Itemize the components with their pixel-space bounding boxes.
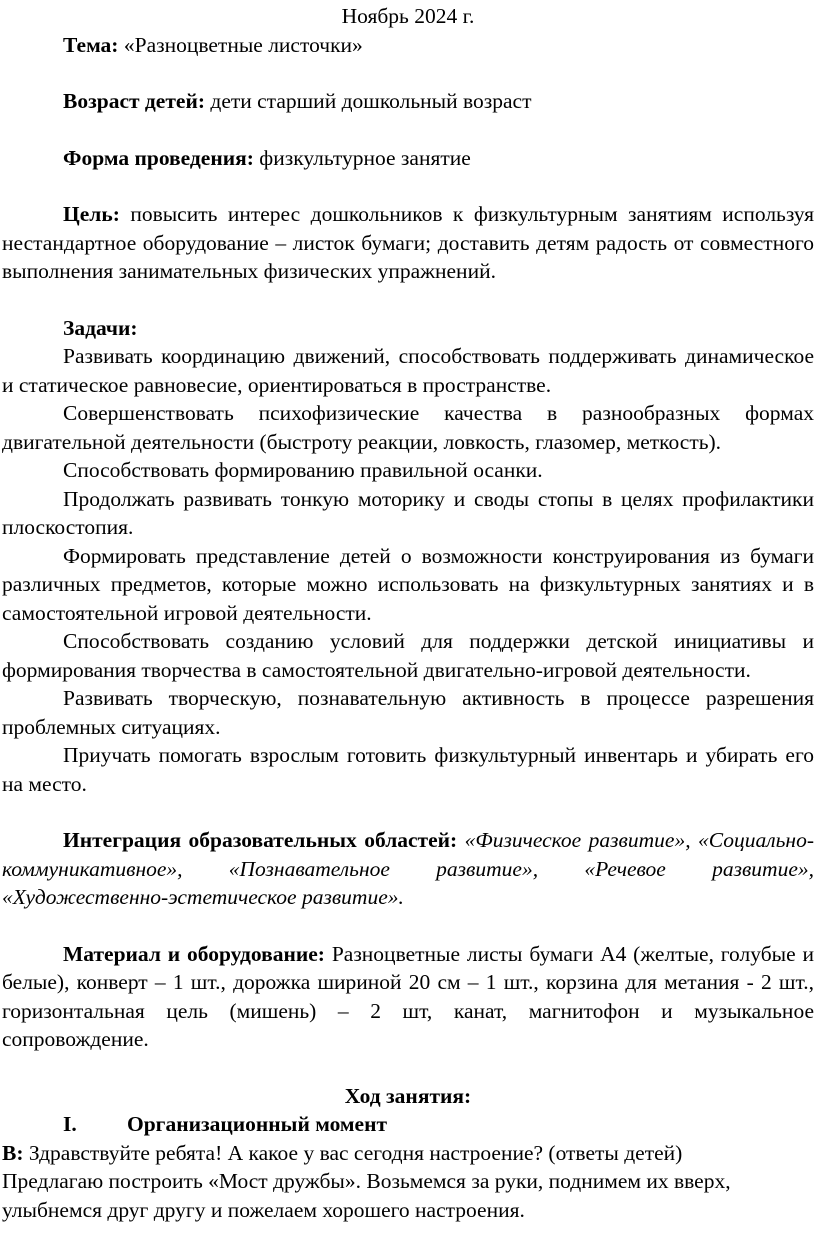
task-item: Способствовать созданию условий для поддержки детской инициативы и формирования творчества в самостоятельной двигательно-игровой деятельности.	[2, 629, 814, 682]
goal-value: повысить интерес дошкольников к физкультурным занятиям используя нестандартное оборудование – листок бумаги; доставить детям радость от совместного выполнения занимательных физических упражнений.	[2, 202, 815, 283]
speech-line-2: Предлагаю построить «Мост дружбы». Возьмемся за руки, поднимем их вверх, улыбнемся друг другу и пожелаем хорошего настроения.	[2, 1169, 731, 1222]
materials-value: Разноцветные листы бумаги А4 (желтые, голубые и белые), конверт – 1 шт., дорожка шириной 20 см – 1 шт., корзина для метания - 2 шт., горизонтальная цель (мишень) – 2 шт, канат, магнитофон и музыкальное сопровождение.	[2, 941, 814, 1051]
speech-line-1	[2, 1139, 814, 1168]
topic-label: Тема:	[63, 32, 119, 57]
course-title: Ход занятия:	[344, 1083, 472, 1108]
section-heading	[2, 1110, 814, 1139]
section-title: Организационный момент	[127, 1112, 388, 1136]
speaker-label: В:	[2, 1140, 24, 1165]
topic-value: «Разноцветные листочки»	[123, 32, 363, 57]
materials-label: Материал и оборудование:	[63, 941, 325, 966]
tasks-heading	[2, 314, 814, 343]
integration-value: «Физическое развитие», «Социально-коммуникативное», «Познавательное развитие», «Речевое развитие», «Художественно-эстетическое развитие».	[2, 828, 815, 909]
form-label: Форма проведения:	[63, 145, 254, 170]
date-line: Ноябрь 2024 г.	[341, 4, 475, 28]
form-line	[2, 144, 814, 173]
section-number: I.	[63, 1112, 77, 1136]
task-item: Способствовать формированию правильной осанки.	[63, 458, 543, 482]
task-item: Приучать помогать взрослым готовить физкультурный инвентарь и убирать его на место.	[2, 743, 814, 796]
speech-text-1: Здравствуйте ребята! А какое у вас сегодня настроение? (ответы детей)	[28, 1140, 683, 1165]
age-value: дети старший дошкольный возраст	[210, 89, 532, 113]
tasks-label: Задачи:	[63, 315, 138, 340]
age-line	[2, 87, 814, 116]
materials-paragraph	[2, 940, 814, 1054]
topic-line	[2, 31, 814, 60]
integration-label: Интеграция образовательных областей:	[63, 828, 458, 852]
age-label: Возраст детей:	[63, 89, 205, 113]
task-item: Продолжать развивать тонкую моторику и своды стопы в целях профилактики плоскостопия.	[2, 486, 814, 539]
task-item: Развивать координацию движений, способствовать поддерживать динамическое и статическое равновесие, ориентироваться в пространстве.	[2, 344, 814, 397]
integration-paragraph	[2, 826, 814, 912]
form-value: физкультурное занятие	[259, 145, 471, 170]
task-item: Формировать представление детей о возможности конструирования из бумаги различных предметов, которые можно использовать на физкультурных занятиях и в самостоятельной игровой деятельности.	[2, 543, 814, 625]
task-item: Совершенствовать психофизические качества в разнообразных формах двигательной деятельности (быстроту реакции, ловкость, глазомер, меткость).	[2, 401, 814, 454]
task-item: Развивать творческую, познавательную активность в процессе разрешения проблемных ситуациях.	[2, 686, 814, 739]
goal-paragraph	[2, 200, 814, 286]
goal-label: Цель:	[63, 202, 120, 226]
